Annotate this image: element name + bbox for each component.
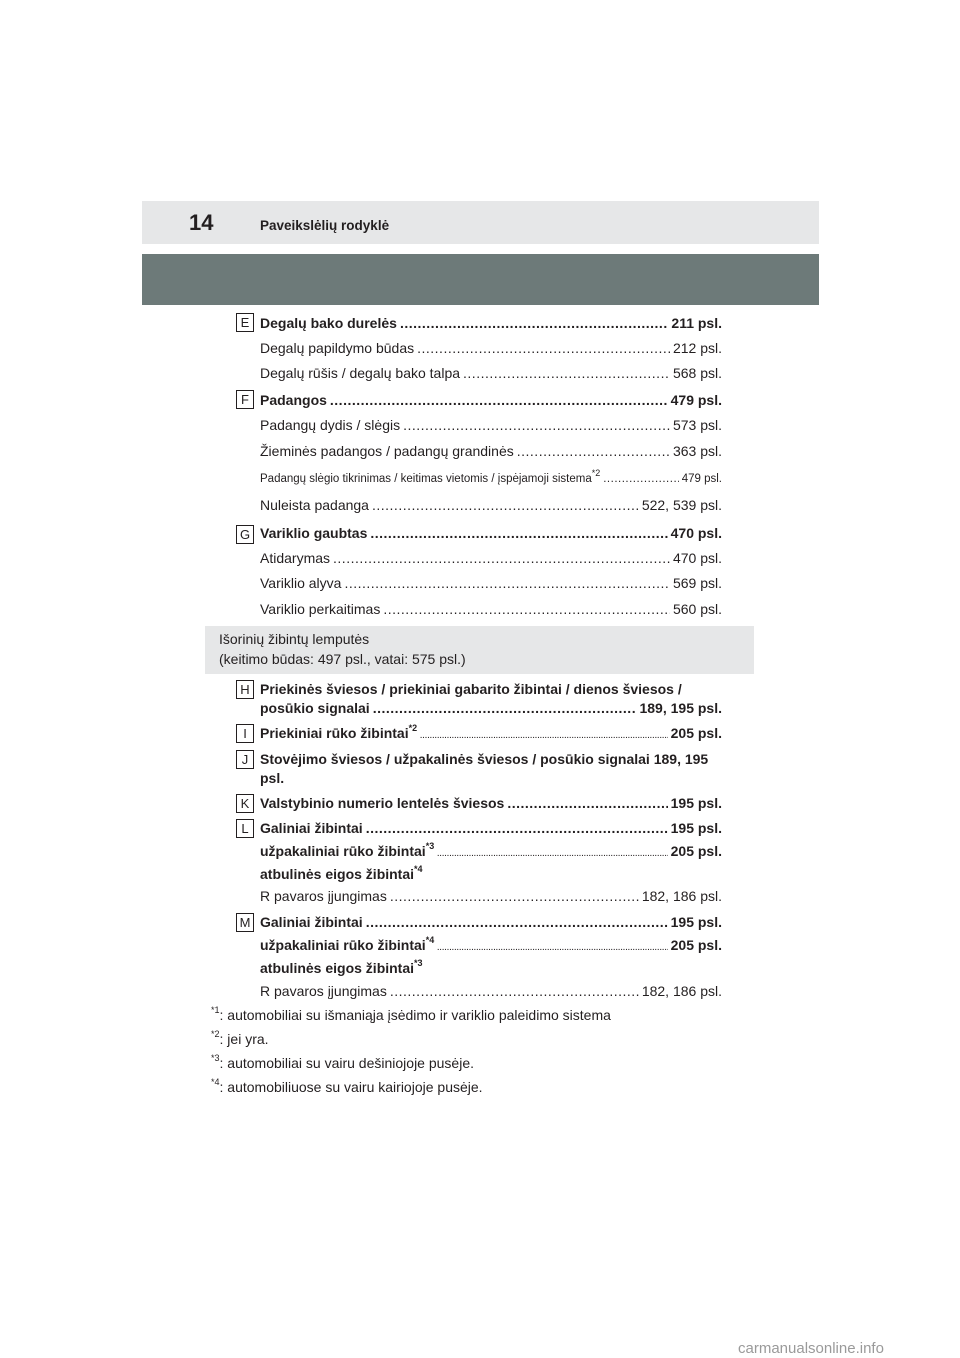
entry-flat-tire[interactable] [260, 496, 722, 515]
entry-label-line-1: Priekinės šviesos / priekiniai gabarito žibintai / dienos šviesos / [260, 681, 682, 697]
entry-page: 569 psl. [672, 575, 722, 591]
entry-page: 205 psl. [670, 843, 722, 859]
entry-front-fog-lights[interactable] [260, 724, 722, 746]
entry-label-line-1: Stovėjimo šviesos / užpakalinės šviesos / posūkio signalai 189, 195 [260, 751, 709, 767]
section-letter-e: E [236, 313, 254, 332]
entry-page: 182, 186 psl. [641, 983, 722, 999]
entry-page: 205 psl. [670, 937, 722, 953]
section-letter-h: H [236, 680, 254, 699]
entry-label: atbulinės eigos žibintai [260, 866, 415, 882]
entry-refueling[interactable] [260, 339, 722, 358]
footnote-mark: *2 [591, 468, 601, 479]
footnote-mark: *3 [414, 958, 423, 969]
entry-rear-fog-lights-m[interactable] [260, 936, 722, 958]
info-line-2: (keitimo būdas: 497 psl., vatai: 575 psl.) [219, 651, 466, 667]
entry-label: Galiniai žibintai [260, 914, 363, 930]
footnote-mark: *4 [211, 1077, 220, 1088]
footnote-mark: *4 [425, 935, 435, 946]
footnote-mark: *3 [425, 841, 435, 852]
footnote [211, 1030, 269, 1048]
entry-fuel-door[interactable] [260, 314, 722, 333]
entry-page: 205 psl. [670, 725, 722, 741]
section-letter-k: K [236, 794, 254, 813]
entry-label: Degalų rūšis / degalų bako talpa [260, 365, 461, 381]
entry-label: Valstybinio numerio lentelės šviesos [260, 795, 505, 811]
header-title: Paveikslėlių rodyklė [260, 218, 390, 233]
footnote [211, 1054, 474, 1072]
entry-label: užpakaliniai rūko žibintai [260, 937, 426, 953]
entry-label: R pavaros įjungimas [260, 983, 387, 999]
entry-page: 195 psl. [670, 914, 722, 930]
entry-label: Degalų bako durelės [260, 315, 397, 331]
entry-label: R pavaros įjungimas [260, 888, 387, 904]
entry-engine-oil[interactable] [260, 574, 722, 593]
footnote-mark: *4 [414, 864, 423, 875]
footnote [211, 1006, 611, 1024]
entry-parking-lights[interactable] [260, 750, 722, 788]
illustration-band [142, 254, 819, 305]
entry-label: atbulinės eigos žibintai [260, 960, 415, 976]
footnote-mark: *1 [211, 1005, 220, 1016]
entry-tires[interactable] [260, 391, 722, 410]
entry-label: Atidarymas [260, 550, 331, 566]
entry-label: Padangos [260, 392, 327, 408]
entry-page: 479 psl. [670, 392, 722, 408]
section-letter-m: M [236, 913, 254, 932]
entry-hood[interactable] [260, 524, 722, 543]
entry-engine-overheating[interactable] [260, 600, 722, 619]
entry-label: Priekiniai rūko žibintai [260, 725, 409, 741]
watermark: carmanualsonline.info [738, 1340, 884, 1357]
entry-fuel-type[interactable] [260, 364, 722, 383]
entry-page: 182, 186 psl. [641, 888, 722, 904]
section-letter-j: J [236, 750, 254, 769]
entry-page: 479 psl. [681, 473, 722, 485]
page-number: 14 [189, 210, 214, 235]
entry-winter-tires[interactable] [260, 442, 722, 461]
entry-label: Galiniai žibintai [260, 820, 363, 836]
footnote-mark: *2 [211, 1029, 220, 1040]
entry-license-plate-lights[interactable] [260, 794, 722, 813]
entry-label: Variklio gaubtas [260, 525, 368, 541]
entry-page: 211 psl. [671, 315, 722, 331]
section-letter-f: F [236, 390, 254, 409]
footnote-mark: *3 [211, 1053, 220, 1064]
info-line-1: Išorinių žibintų lemputės [219, 631, 370, 647]
header-bar [142, 201, 819, 244]
entry-label: posūkio signalai [260, 700, 370, 716]
entry-label: Padangų slėgio tikrinimas / keitimas vietomis / įspėjamoji sistema [260, 473, 592, 485]
entry-tire-size[interactable] [260, 416, 722, 435]
entry-tire-pressure-warning[interactable] [260, 470, 722, 489]
footnote-text: : automobiliuose su vairu kairiojoje pusėje. [219, 1079, 483, 1095]
exterior-lights-info [205, 626, 754, 674]
footnote-text: : jei yra. [219, 1031, 269, 1047]
entry-page: 470 psl. [672, 550, 722, 566]
footnote [211, 1078, 483, 1096]
entry-page: 195 psl. [670, 820, 722, 836]
entry-reverse-lights-l[interactable] [260, 865, 722, 884]
entry-opening[interactable] [260, 549, 722, 568]
entry-page: 363 psl. [672, 443, 722, 459]
section-letter-g: G [236, 525, 254, 544]
entry-tail-lights-l[interactable] [260, 819, 722, 838]
entry-rear-fog-lights-l[interactable] [260, 842, 722, 864]
entry-page: 470 psl. [670, 525, 722, 541]
entry-label: užpakaliniai rūko žibintai [260, 843, 426, 859]
entry-tail-lights-m[interactable] [260, 913, 722, 932]
entry-label: Žieminės padangos / padangų grandinės [260, 443, 514, 459]
entry-label: Variklio perkaitimas [260, 601, 381, 617]
footnote-text: : automobiliai su išmaniąja įsėdimo ir variklio paleidimo sistema [219, 1007, 611, 1023]
entry-label: Nuleista padanga [260, 497, 369, 513]
entry-label-line-2: psl. [260, 770, 285, 786]
entry-label: Variklio alyva [260, 575, 342, 591]
entry-page: 568 psl. [672, 365, 722, 381]
entry-reverse-gear-m[interactable] [260, 982, 722, 1001]
entry-headlights[interactable] [260, 680, 722, 718]
section-letter-i: I [236, 724, 254, 743]
entry-page: 560 psl. [672, 601, 722, 617]
section-letter-l: L [236, 819, 254, 838]
entry-label: Padangų dydis / slėgis [260, 417, 401, 433]
entry-page: 522, 539 psl. [641, 497, 722, 513]
entry-page: 212 psl. [672, 340, 722, 356]
entry-page: 195 psl. [670, 795, 722, 811]
entry-page: 573 psl. [672, 417, 722, 433]
footnote-text: : automobiliai su vairu dešiniojoje pusėje. [219, 1055, 474, 1071]
entry-label: Degalų papildymo būdas [260, 340, 415, 356]
entry-reverse-gear-l[interactable] [260, 887, 722, 906]
entry-page: 189, 195 psl. [639, 700, 722, 716]
entry-reverse-lights-m[interactable] [260, 959, 722, 978]
footnote-mark: *2 [408, 723, 418, 734]
